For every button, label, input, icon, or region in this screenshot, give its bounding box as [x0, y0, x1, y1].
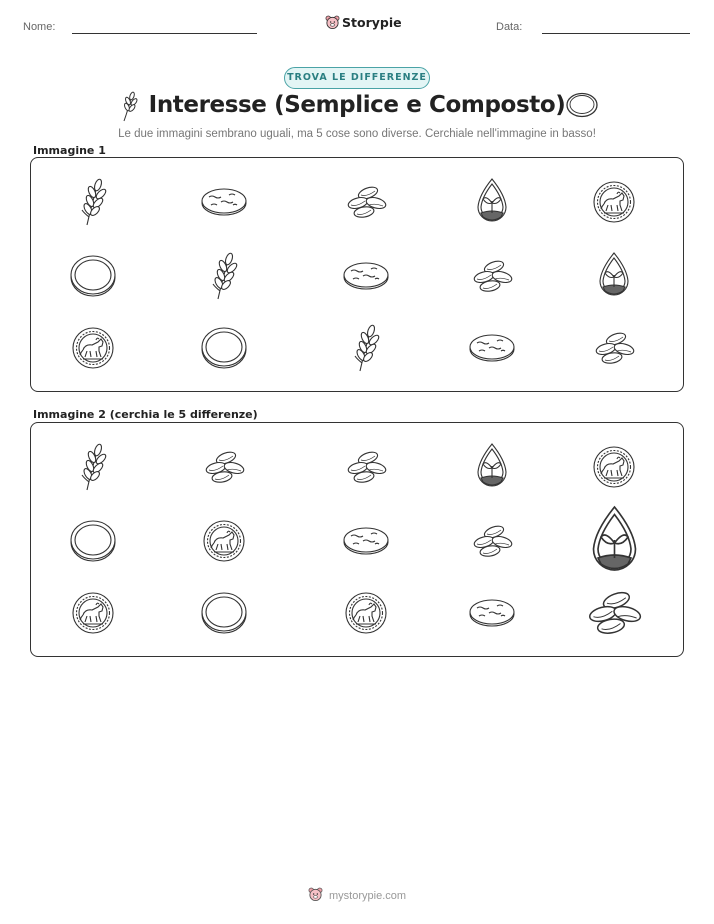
brand-name: Storypie — [342, 14, 402, 30]
picture2-label: Immagine 2 (cerchia le 5 differenze) — [33, 408, 258, 421]
gold-coin-icon[interactable] — [69, 519, 117, 567]
seed-drop-icon[interactable] — [475, 442, 509, 496]
name-label: Nome: — [23, 21, 56, 33]
picture1-panel — [30, 157, 684, 392]
wheat-icon — [346, 323, 386, 377]
seeds-icon[interactable] — [344, 448, 388, 490]
gold-coin-icon — [69, 254, 117, 302]
seeds-icon — [470, 257, 514, 299]
picture1-label: Immagine 1 — [33, 144, 106, 157]
wheat-icon — [73, 177, 113, 231]
horse-coin-icon[interactable] — [71, 591, 115, 639]
footer-url: mystorypie.com — [329, 890, 407, 902]
date-label: Data: — [496, 21, 523, 33]
cookie-icon[interactable] — [341, 525, 391, 561]
wheat-icon — [204, 251, 244, 305]
brand-logo — [325, 13, 402, 31]
seed-drop-icon — [597, 251, 631, 305]
page-title: Interesse (Semplice e Composto) — [148, 92, 566, 118]
horse-coin-icon[interactable] — [202, 519, 246, 567]
horse-coin-icon[interactable] — [592, 445, 636, 493]
seed-drop-icon[interactable] — [589, 504, 640, 583]
seed-drop-icon — [475, 177, 509, 231]
footer — [0, 887, 714, 902]
title-coin-icon — [566, 92, 598, 118]
date-field[interactable] — [542, 33, 690, 34]
cookie-icon — [341, 260, 391, 296]
name-field[interactable] — [72, 33, 257, 34]
gold-coin-icon — [200, 326, 248, 374]
horse-coin-icon — [71, 326, 115, 374]
horse-coin-icon — [592, 180, 636, 228]
cookie-icon — [199, 186, 249, 222]
cookie-icon[interactable] — [467, 597, 517, 633]
gold-coin-icon[interactable] — [200, 591, 248, 639]
picture2-panel[interactable] — [30, 422, 684, 657]
bear-logo-icon — [325, 15, 340, 30]
horse-coin-icon[interactable] — [344, 591, 388, 639]
instructions: Le due immagini sembrano uguali, ma 5 cose sono diverse. Cerchiale nell'immagine in basso! — [118, 128, 596, 140]
seeds-icon[interactable] — [202, 448, 246, 490]
bear-logo-icon — [308, 887, 323, 902]
seeds-icon — [344, 183, 388, 225]
activity-badge: TROVA LE DIFFERENZE — [284, 67, 430, 89]
seeds-icon[interactable] — [584, 587, 643, 642]
cookie-icon — [467, 332, 517, 368]
seeds-icon — [592, 329, 636, 371]
seeds-icon[interactable] — [470, 522, 514, 564]
wheat-icon[interactable] — [73, 442, 113, 496]
